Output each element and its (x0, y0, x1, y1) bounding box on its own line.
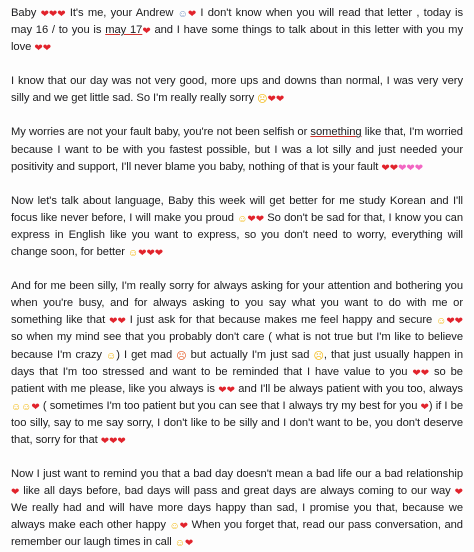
face-emoji-icon: ☺ (436, 316, 447, 328)
heart-emoji-icon: ❤ (187, 9, 197, 20)
letter-text: Now let's talk about language, Baby this week will get better for me study Korean and I'll focus like never before, I will make you proud (11, 194, 467, 224)
letter-text: ) if I be too silly, say to me say sorry, I don't like to be silly and I don't want to be, you don't deserve that, sorry for that (11, 399, 467, 446)
heart-emoji-icon: ❤❤❤ (138, 248, 164, 260)
heart-emoji-icon: ❤ (11, 487, 20, 499)
letter-paragraph (11, 124, 467, 175)
letter-text: It's me, your Andrew (65, 7, 178, 19)
letter-text: Now I just want to remind you that a bad day doesn't mean a bad life our a bad relationship (11, 468, 467, 481)
heart-emoji-icon: ❤❤❤ (100, 435, 126, 447)
heart-emoji-icon: ❤ (184, 538, 194, 550)
letter-text: I just ask for that because makes me feel happy and secure (125, 314, 437, 327)
letter-text: and I have some things to talk about in this letter with you my love (11, 24, 467, 54)
heart-emoji-icon: ❤❤ (267, 94, 285, 106)
heart-emoji-icon: ❤❤❤ (40, 9, 66, 20)
letter-text: so be patient with me please, like you always is (11, 365, 467, 395)
letter-text: I know that our day was not very good, more ups and downs than normal, I was very very silly and we get little sad. So I'm really really sorry (11, 75, 467, 105)
letter-paragraph (11, 466, 467, 551)
heart-emoji-icon: ❤❤ (381, 162, 399, 174)
heart-emoji-icon: ❤❤ (109, 316, 126, 328)
spellcheck-underlined-word: something (310, 126, 362, 139)
letter-paragraph (11, 5, 467, 56)
letter-text: So don't be sad for that, I know you can express in English like you want to express, so you don't need to worry, everything will change soon, for better (11, 211, 467, 259)
heart-emoji-icon: ❤ (179, 521, 188, 533)
letter-paragraph (11, 73, 467, 107)
heart-emoji-icon: ❤❤ (218, 384, 235, 396)
face-emoji-icon: ☺ (169, 521, 180, 533)
heart-emoji-icon: ❤❤ (247, 213, 265, 225)
face-emoji-icon: ☺ (127, 248, 139, 260)
heart-emoji-icon: ❤ (142, 26, 151, 38)
heart-emoji-icon: ❤❤ (412, 367, 430, 379)
heart-emoji-icon: ❤❤ (446, 316, 463, 328)
letter-text: We really had and will have more days happy than sad, I promise you that, because we always make each other happy (11, 485, 467, 532)
face-emoji-icon: ☹ (257, 94, 268, 106)
letter-text: but actually I'm just sad (186, 348, 314, 361)
letter-text: and I'll be always patient with you too, always (234, 382, 467, 395)
face-emoji-icon: ☹ (313, 350, 324, 362)
letter-text: so when my mind see that you probably don't care ( what is not true but I'm like to believe because I'm crazy (11, 314, 467, 361)
face-emoji-icon: ☺☺ (11, 401, 32, 413)
letter-text: ) I get mad (116, 348, 177, 361)
heart-emoji-icon: ❤❤❤ (398, 162, 424, 174)
letter-text: Baby (11, 7, 41, 19)
letter-text: When you forget that, read our pass conversation, and remember our laugh times in call (11, 519, 467, 549)
letter-text: I don't know when you will read that letter , today is may 16 / to you is (11, 7, 467, 37)
letter-text: like that, I'm worried because I want to be with you fastest possible, but I was a lot silly and just needed your positivity and support, I'll never blame you baby, nothing of that is your fault (11, 126, 467, 173)
letter-paragraph (11, 278, 467, 449)
letter-text: like all days before, bad days will pass and great days are always coming to our way (19, 485, 455, 498)
letter-text: ( sometimes I'm too patient but you can see that I always try my best for you (39, 399, 421, 412)
heart-emoji-icon: ❤ (454, 487, 463, 499)
heart-emoji-icon: ❤ (420, 401, 429, 413)
spellcheck-underlined-word: may 17 (105, 24, 143, 37)
face-emoji-icon: ☺ (106, 350, 117, 362)
letter-paragraph (11, 193, 467, 261)
heart-emoji-icon: ❤ (31, 401, 40, 413)
face-emoji-icon: ☺ (237, 213, 248, 225)
letter-text: , that just usually happen in days that I'm too stressed and want to be reminded that I have value to you (11, 348, 467, 378)
letter-text: My worries are not your fault baby, you're not been selfish or (11, 126, 311, 139)
face-emoji-icon: ☺ (174, 538, 185, 550)
heart-emoji-icon: ❤❤ (34, 43, 52, 55)
letter-text: And for me been silly, I'm really sorry for always asking for your attention and bothering you when you're busy, and for always asking to you say what you want to do with me or something like that (11, 280, 467, 327)
face-emoji-icon: ☺ (177, 9, 188, 20)
face-emoji-icon: ☹ (176, 350, 187, 362)
